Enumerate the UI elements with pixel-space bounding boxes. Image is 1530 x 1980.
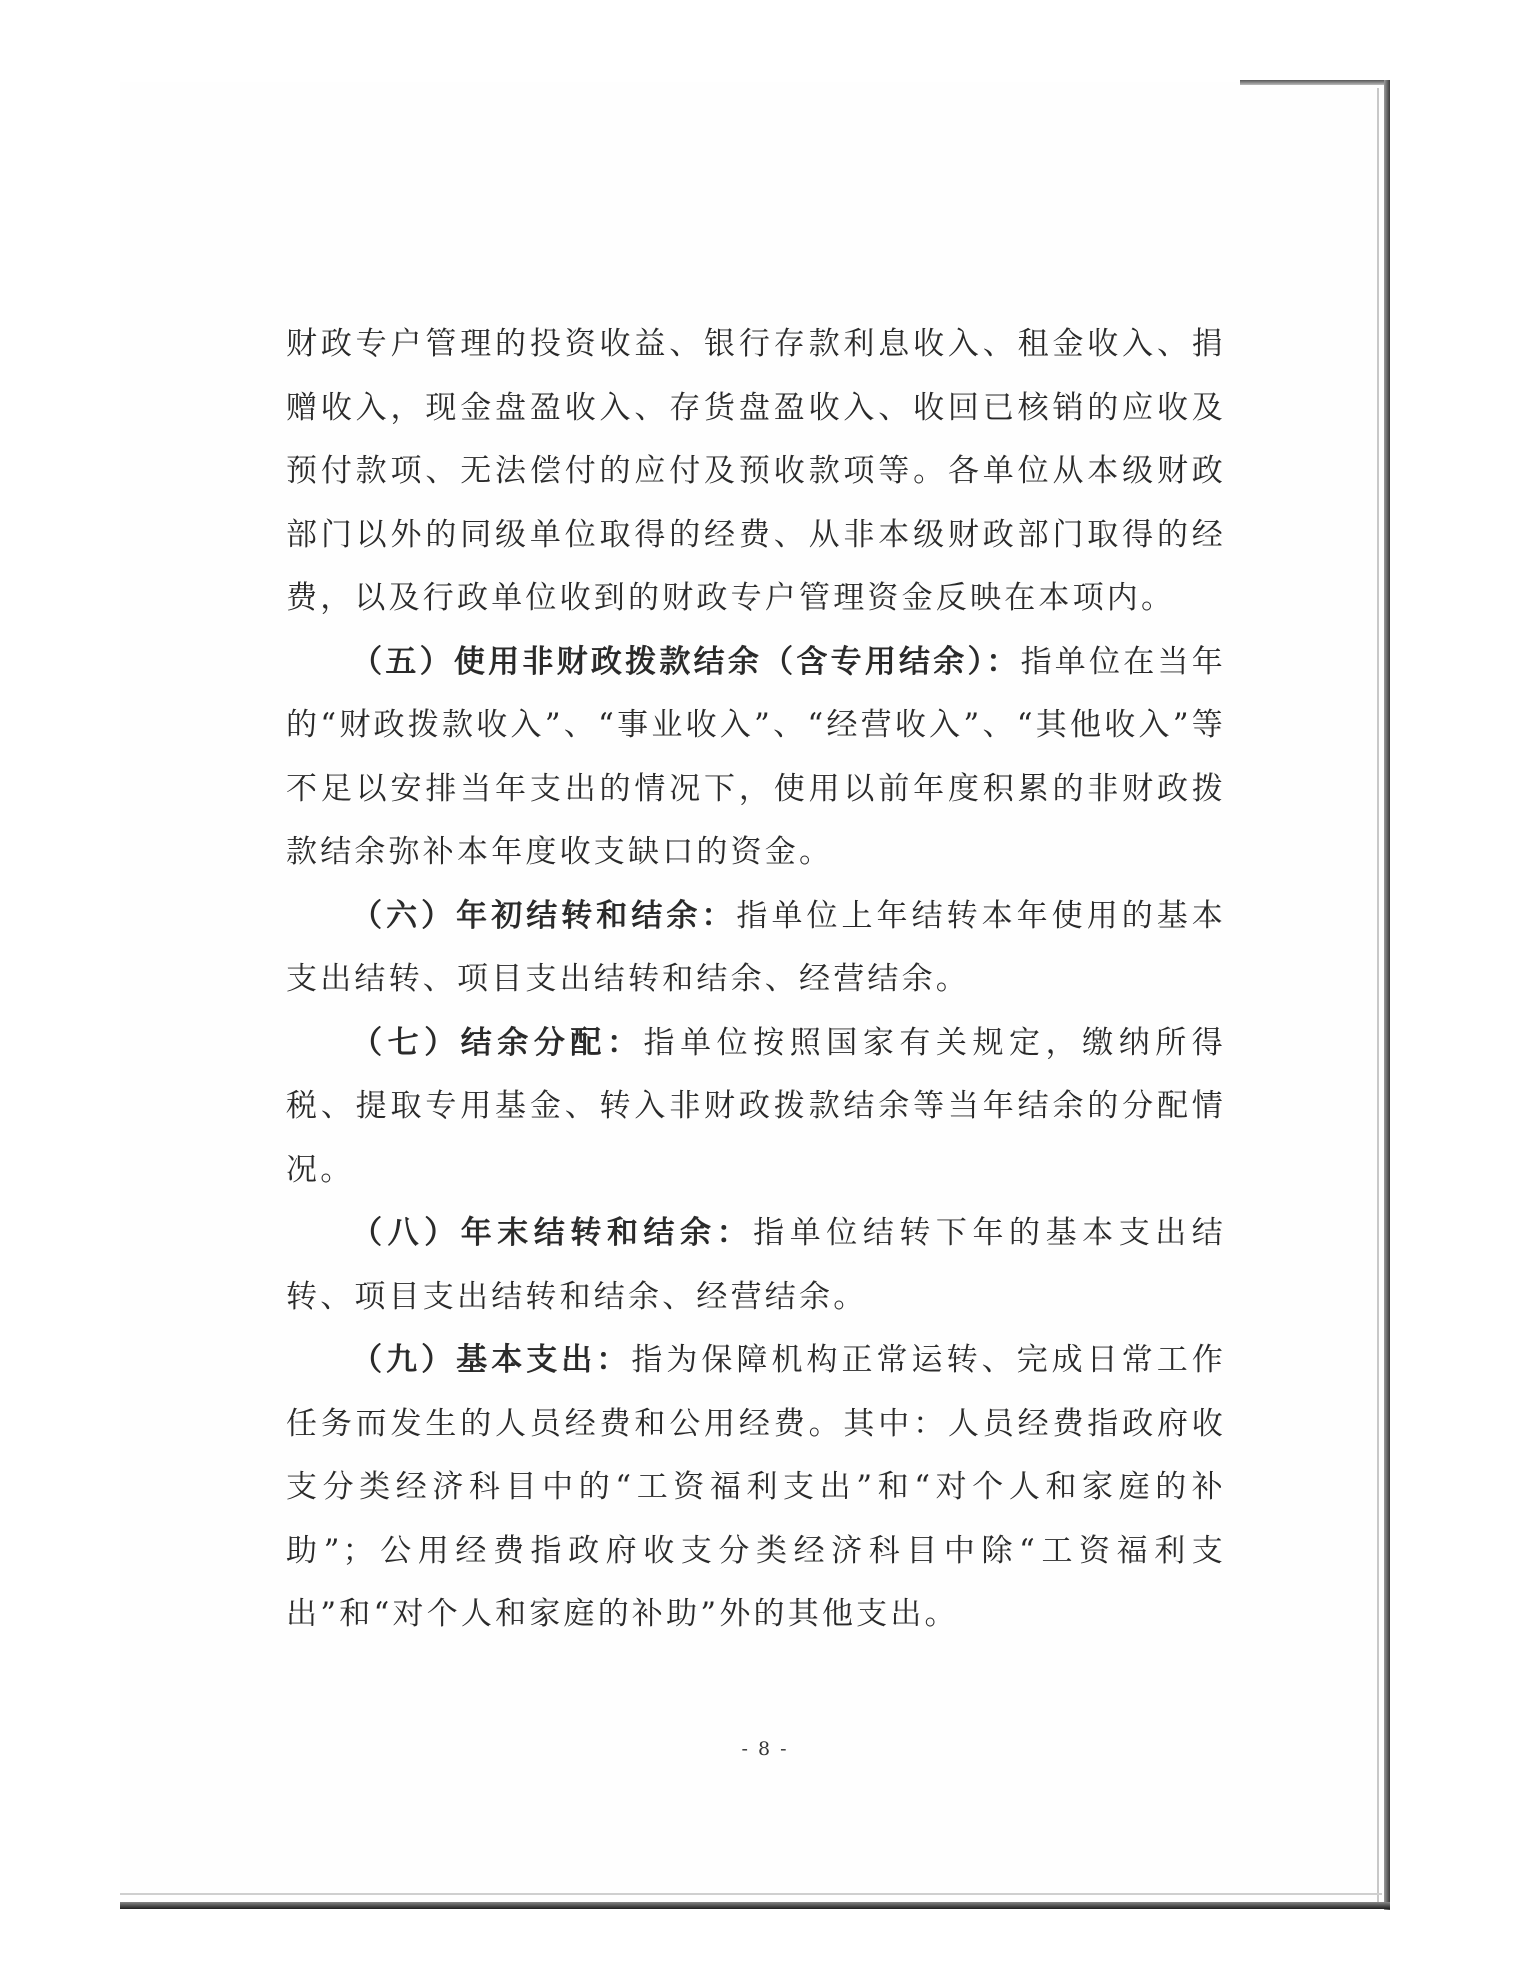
section-text-9: 指为保障机构正常运转、完成日常工作任务而发生的人员经费和公用经费。其中：人员经费指政府收支分类经济科目中的“工资福利支出”和“对个人和家庭的补助”；公用经费指政府收支分类经济科目中除“工资福利支出”和“对个人和家庭的补助”外的其他支出。	[286, 1342, 1226, 1632]
section-paragraph-5	[286, 631, 1226, 885]
document-body	[286, 313, 1226, 1647]
page-edge-right	[1384, 80, 1390, 1910]
page-edge-right-inner	[1377, 88, 1379, 1903]
page-number: - 8 -	[741, 1738, 789, 1760]
page-edge-top	[1240, 80, 1390, 85]
section-paragraph-7	[286, 1012, 1226, 1203]
intro-paragraph: 财政专户管理的投资收益、银行存款利息收入、租金收入、捐赠收入，现金盘盈收入、存货盘盈收入、收回已核销的应收及预付款项、无法偿付的应付及预收款项等。各单位从本级财政部门以外的同级单位取得的经费、从非本级财政部门取得的经费，以及行政单位收到的财政专户管理资金反映在本项内。	[286, 326, 1226, 616]
page-edge-bottom	[120, 1902, 1390, 1909]
section-paragraph-6	[286, 885, 1226, 1012]
section-term-9: （九）基本支出：	[351, 1342, 632, 1378]
section-paragraph-9	[286, 1329, 1226, 1647]
section-term-6: （六）年初结转和结余：	[351, 897, 737, 934]
section-text-6: 指单位上年结转本年使用的基本支出结转、项目支出结转和结余、经营结余。	[286, 897, 1226, 997]
page-edge-bottom-inner	[120, 1893, 1382, 1895]
section-term-5: （五）使用非财政拨款结余（含专用结余）：	[351, 643, 1021, 680]
section-text-7: 指单位按照国家有关规定，缴纳所得税、提取专用基金、转入非财政拨款结余等当年结余的分配情况。	[286, 1024, 1226, 1188]
section-text-5: 指单位在当年的“财政拨款收入”、“事业收入”、“经营收入”、“其他收入”等不足以安排当年支出的情况下，使用以前年度积累的非财政拨款结余弥补本年度收支缺口的资金。	[286, 643, 1227, 870]
section-term-7: （七）结余分配：	[351, 1024, 644, 1061]
section-text-8: 指单位结转下年的基本支出结转、项目支出结转和结余、经营结余。	[286, 1215, 1226, 1315]
section-paragraph-8	[286, 1202, 1226, 1329]
section-term-8: （八）年末结转和结余：	[351, 1215, 754, 1251]
